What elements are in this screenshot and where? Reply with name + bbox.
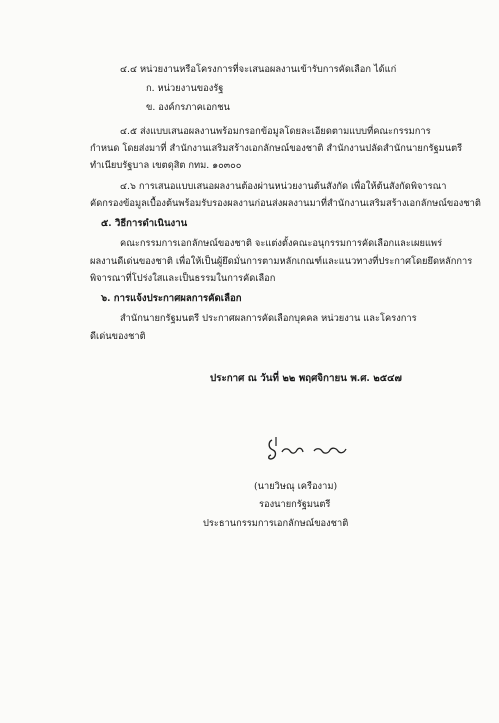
item-4-4-b: ข. องค์กรภาคเอกชน bbox=[146, 102, 230, 113]
section-6-line2: ดีเด่นของชาติ bbox=[90, 331, 146, 342]
item-4-4-a: ก. หน่วยงานของรัฐ bbox=[146, 83, 224, 94]
section-5-line3: พิจารณาที่โปร่งใสและเป็นธรรมในการคัดเลือก bbox=[90, 273, 276, 284]
signatory-role: ประธานกรรมการเอกลักษณ์ของชาติ bbox=[203, 518, 349, 529]
signature-image bbox=[262, 432, 350, 464]
section-6-heading: ๖. การแจ้งประกาศผลการคัดเลือก bbox=[101, 293, 242, 304]
item-4-6-line1: ๔.๖ การเสนอแบบเสนอผลงานต้องผ่านหน่วยงานต้นสังกัด เพื่อให้ต้นสังกัดพิจารณา bbox=[120, 181, 447, 192]
signatory-position: รองนายกรัฐมนตรี bbox=[259, 499, 331, 510]
section-5-heading: ๕. วิธีการดำเนินงาน bbox=[101, 218, 188, 229]
item-4-5-line1: ๔.๕ ส่งแบบเสนอผลงานพร้อมกรอกข้อมูลโดยละเอียดตามแบบที่คณะกรรมการ bbox=[120, 126, 431, 137]
section-5-line1: คณะกรรมการเอกลักษณ์ของชาติ จะแต่งตั้งคณะอนุกรรมการคัดเลือกและเผยแพร่ bbox=[120, 238, 443, 249]
section-6-line1: สำนักนายกรัฐมนตรี ประกาศผลการคัดเลือกบุคคล หน่วยงาน และโครงการ bbox=[120, 313, 417, 324]
announcement-date: ประกาศ ณ วันที่ ๒๒ พฤศจิกายน พ.ศ. ๒๕๔๗ bbox=[210, 373, 402, 384]
item-4-4: ๔.๔ หน่วยงานหรือโครงการที่จะเสนอผลงานเข้ารับการคัดเลือก ได้แก่ bbox=[120, 64, 397, 75]
signatory-name: (นายวิษณุ เครืองาม) bbox=[254, 481, 338, 492]
item-4-5-line3: ทำเนียบรัฐบาล เขตดุสิต กทม. ๑๐๓๐๐ bbox=[90, 160, 242, 171]
section-5-line2: ผลงานดีเด่นของชาติ เพื่อให้เป็นผู้ยึดมั่นการตามหลักเกณฑ์และแนวทางที่ประกาศโดยยึดหลักการ bbox=[90, 256, 473, 267]
item-4-6-line2: คัดกรองข้อมูลเบื้องต้นพร้อมรับรองผลงานก่อนส่งผลงานมาที่สำนักงานเสริมสร้างเอกลักษณ์ของชาติ bbox=[90, 198, 481, 209]
item-4-5-line2: กำหนด โดยส่งมาที่ สำนักงานเสริมสร้างเอกลักษณ์ของชาติ สำนักงานปลัดสำนักนายกรัฐมนตรี bbox=[90, 143, 463, 154]
